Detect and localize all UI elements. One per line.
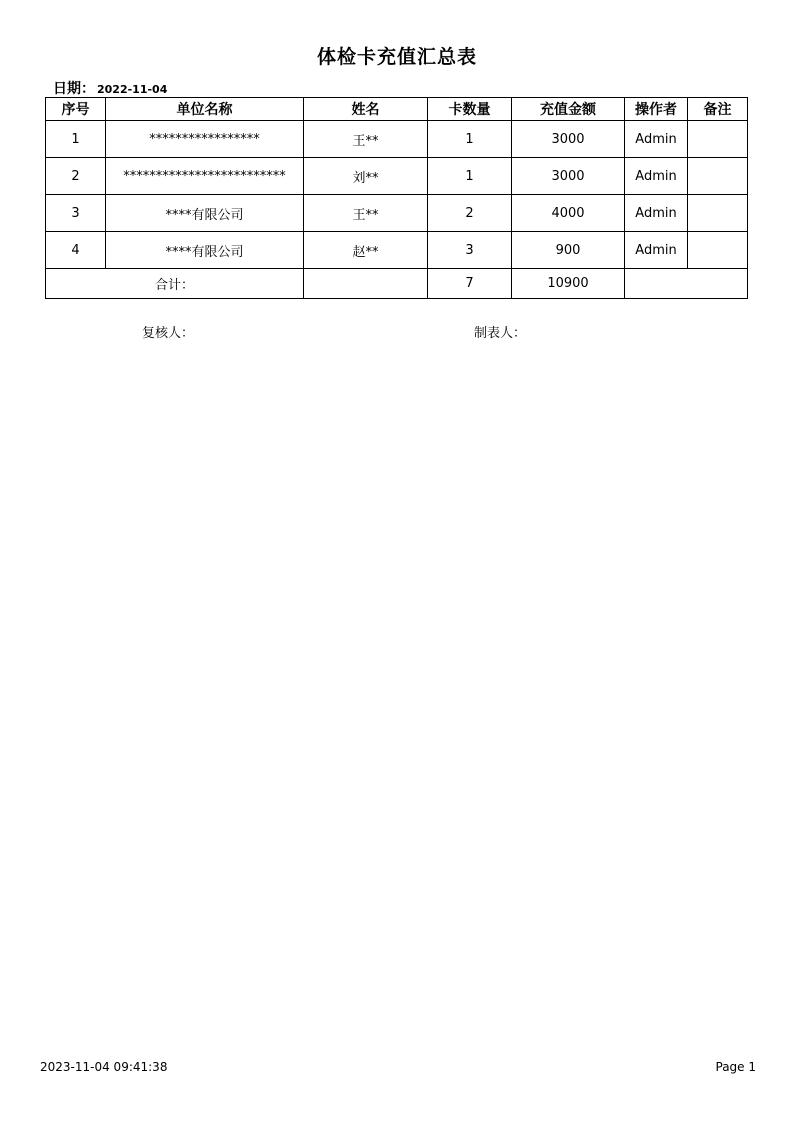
- summary-table: [45, 97, 748, 299]
- cell-unit: ****有限公司: [106, 232, 304, 269]
- page-title: 体检卡充值汇总表: [316, 46, 477, 68]
- col-header-note: 备注: [688, 98, 748, 121]
- cell-amount: 3000: [512, 121, 625, 158]
- cell-note: [688, 121, 748, 158]
- col-header-unit: 单位名称: [106, 98, 304, 121]
- total-row: [46, 269, 748, 299]
- table-row: [46, 195, 748, 232]
- cell-cards: 3: [428, 232, 512, 269]
- total-amount: 10900: [512, 269, 625, 299]
- cell-cards: 1: [428, 158, 512, 195]
- col-header-no: 序号: [46, 98, 106, 121]
- cell-amount: 3000: [512, 158, 625, 195]
- cell-cards: 1: [428, 121, 512, 158]
- cell-operator: Admin: [625, 158, 688, 195]
- print-timestamp: 2023-11-04 09:41:38: [40, 1060, 168, 1074]
- cell-note: [688, 158, 748, 195]
- table-row: [46, 158, 748, 195]
- total-blank-cell: [625, 269, 748, 299]
- cell-amount: 900: [512, 232, 625, 269]
- cell-no: 1: [46, 121, 106, 158]
- date-value: 2022-11-04: [97, 83, 168, 96]
- col-header-operator: 操作者: [625, 98, 688, 121]
- cell-unit: *************************: [106, 158, 304, 195]
- report-date: [53, 78, 167, 98]
- cell-cards: 2: [428, 195, 512, 232]
- col-header-cards: 卡数量: [428, 98, 512, 121]
- cell-name: 王**: [304, 121, 428, 158]
- reviewer-label: 复核人：: [142, 326, 195, 341]
- cell-name: 刘**: [304, 158, 428, 195]
- col-header-amount: 充值金额: [512, 98, 625, 121]
- total-label: 合计：: [46, 269, 304, 299]
- cell-operator: Admin: [625, 232, 688, 269]
- total-name-cell: [304, 269, 428, 299]
- col-header-name: 姓名: [304, 98, 428, 121]
- cell-unit: *****************: [106, 121, 304, 158]
- cell-operator: Admin: [625, 121, 688, 158]
- cell-unit: ****有限公司: [106, 195, 304, 232]
- cell-operator: Admin: [625, 195, 688, 232]
- maker-label: 制表人：: [474, 326, 527, 341]
- total-cards: 7: [428, 269, 512, 299]
- table-row: [46, 121, 748, 158]
- cell-note: [688, 195, 748, 232]
- cell-amount: 4000: [512, 195, 625, 232]
- cell-note: [688, 232, 748, 269]
- cell-no: 3: [46, 195, 106, 232]
- table-header-row: [46, 98, 748, 121]
- cell-name: 王**: [304, 195, 428, 232]
- cell-no: 4: [46, 232, 106, 269]
- date-label: 日期：: [53, 81, 95, 97]
- page-number: Page 1: [715, 1060, 756, 1074]
- cell-no: 2: [46, 158, 106, 195]
- table-row: [46, 232, 748, 269]
- cell-name: 赵**: [304, 232, 428, 269]
